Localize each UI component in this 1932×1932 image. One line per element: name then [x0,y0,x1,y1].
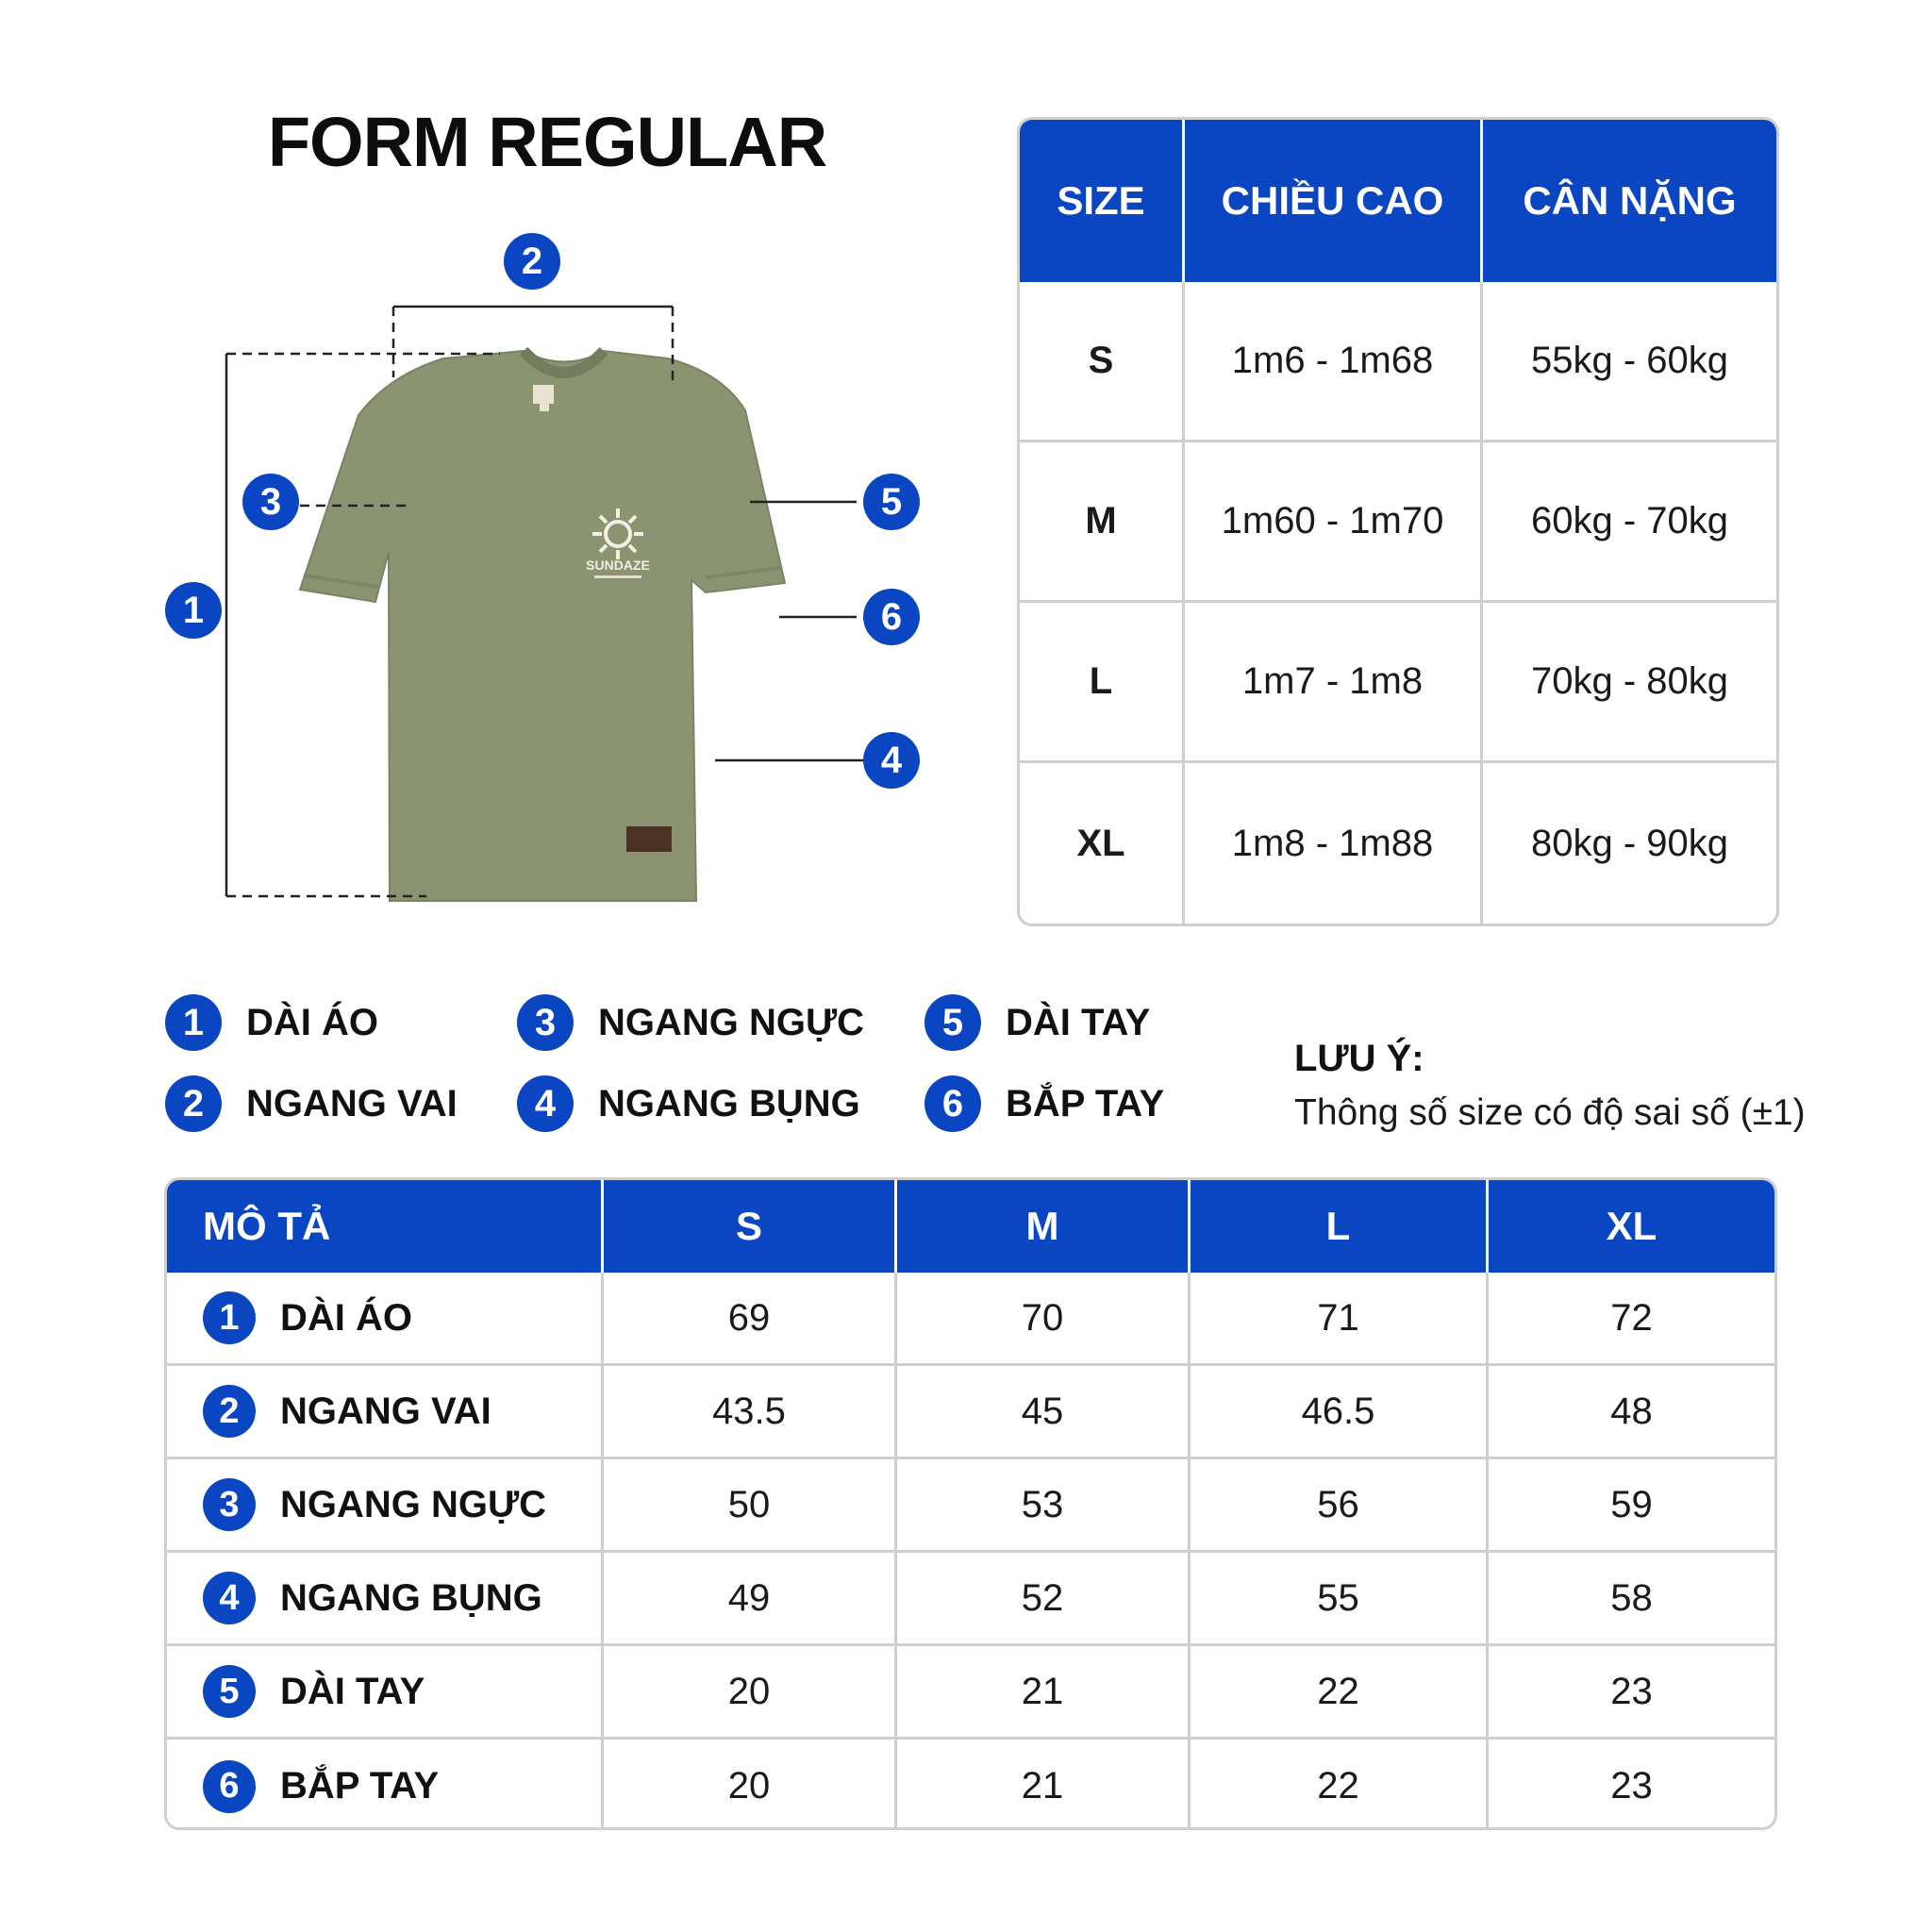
tshirt-illustration [0,0,1000,943]
value-cell: 22 [1191,1646,1489,1740]
value-cell: 53 [897,1459,1191,1553]
table-row [167,1553,1774,1646]
table-row [1020,763,1776,924]
legend-label: NGANG BỤNG [598,1082,860,1124]
row-badge: 5 [203,1665,256,1718]
description-cell [167,1646,604,1740]
measurement-table [164,1177,1777,1830]
table-row [1020,282,1776,442]
shirt-logo-text: SUNDAZE [586,558,650,573]
value-cell: 20 [604,1740,897,1830]
legend-badge: 3 [517,994,574,1051]
size-s-header: S [604,1180,897,1273]
weight-cell: 55kg - 60kg [1483,282,1776,442]
row-badge: 6 [203,1760,256,1813]
row-label: NGANG NGỰC [280,1483,547,1525]
table-row [1020,442,1776,603]
legend-label: DÀI TAY [1006,1001,1151,1043]
legend-item-length [165,994,378,1051]
value-cell: 55 [1191,1553,1489,1646]
legend-badge: 1 [165,994,222,1051]
value-cell: 21 [897,1740,1191,1830]
value-cell: 46.5 [1191,1366,1489,1459]
size-l-header: L [1191,1180,1489,1273]
note-title: LƯU Ý: [1294,1038,1424,1079]
row-label: DÀI ÁO [280,1296,412,1339]
description-header: MÔ TẢ [167,1180,604,1273]
height-cell: 1m8 - 1m88 [1185,763,1483,924]
value-cell: 21 [897,1646,1191,1740]
value-cell: 49 [604,1553,897,1646]
row-badge: 2 [203,1385,256,1438]
row-label: DÀI TAY [280,1670,425,1712]
value-cell: 23 [1489,1646,1774,1740]
weight-header: CÂN NẶNG [1483,120,1776,282]
legend-badge: 4 [517,1075,574,1132]
legend-label: NGANG NGỰC [598,1001,865,1043]
table-row [167,1366,1774,1459]
row-label: NGANG VAI [280,1390,491,1432]
marker-4-badge: 4 [863,732,920,789]
table-row [167,1273,1774,1366]
value-cell: 52 [897,1553,1191,1646]
value-cell: 23 [1610,1765,1653,1807]
legend-badge: 5 [924,994,981,1051]
table-row [167,1740,1774,1830]
page-title: FORM REGULAR [267,103,827,181]
description-cell [167,1366,604,1459]
value-cell: 56 [1191,1459,1489,1553]
height-cell: 1m7 - 1m8 [1185,603,1483,763]
row-label: BẮP TAY [280,1765,440,1807]
size-m-header: M [897,1180,1191,1273]
legend-item-sleeve [924,994,1150,1051]
legend-badge: 2 [165,1075,222,1132]
legend-label: DÀI ÁO [246,1001,378,1043]
weight-cell: 80kg - 90kg [1530,822,1729,864]
size-cell: S [1020,282,1185,442]
tshirt-shape [300,351,785,901]
marker-5-badge: 5 [863,474,920,530]
height-cell: 1m6 - 1m68 [1185,282,1483,442]
legend-item-chest [517,994,864,1051]
marker-2-badge: 2 [504,233,560,290]
description-cell [167,1740,604,1830]
value-cell: 20 [604,1646,897,1740]
table-row [167,1459,1774,1553]
description-cell [167,1553,604,1646]
measurement-table-header [167,1180,1774,1273]
weight-cell: 70kg - 80kg [1483,603,1776,763]
value-cell: 45 [897,1366,1191,1459]
value-cell: 72 [1489,1273,1774,1366]
value-cell: 70 [897,1273,1191,1366]
value-cell: 69 [604,1273,897,1366]
marker-6-badge: 6 [863,589,920,645]
size-table-header [1020,120,1776,282]
size-cell: L [1020,603,1185,763]
legend-label: BẮP TAY [1006,1082,1165,1124]
size-header: SIZE [1020,120,1185,282]
row-badge: 1 [203,1291,256,1344]
height-cell: 1m60 - 1m70 [1185,442,1483,603]
value-cell: 71 [1191,1273,1489,1366]
note-text: Thông số size có độ sai số (±1) [1294,1092,1806,1133]
weight-cell: 60kg - 70kg [1483,442,1776,603]
size-cell: M [1020,442,1185,603]
size-xl-header: XL [1489,1180,1774,1273]
size-cell: XL [1020,763,1185,924]
row-badge: 4 [203,1572,256,1624]
row-label: NGANG BỤNG [280,1576,542,1619]
value-cell: 59 [1489,1459,1774,1553]
legend-item-shoulder [165,1075,458,1132]
description-cell [167,1459,604,1553]
value-cell: 22 [1191,1740,1489,1830]
height-header: CHIỀU CAO [1185,120,1483,282]
legend-label: NGANG VAI [246,1082,458,1124]
leather-patch [626,826,672,852]
size-table [1017,117,1779,926]
table-row [167,1646,1774,1740]
description-cell [167,1273,604,1366]
marker-3-badge: 3 [242,474,299,530]
legend-item-bicep [924,1075,1164,1132]
value-cell: 50 [604,1459,897,1553]
value-cell: 43.5 [604,1366,897,1459]
marker-1-badge: 1 [165,582,222,639]
legend-item-waist [517,1075,860,1132]
table-row [1020,603,1776,763]
value-cell: 58 [1489,1553,1774,1646]
row-badge: 3 [203,1478,256,1531]
value-cell: 48 [1489,1366,1774,1459]
legend-badge: 6 [924,1075,981,1132]
